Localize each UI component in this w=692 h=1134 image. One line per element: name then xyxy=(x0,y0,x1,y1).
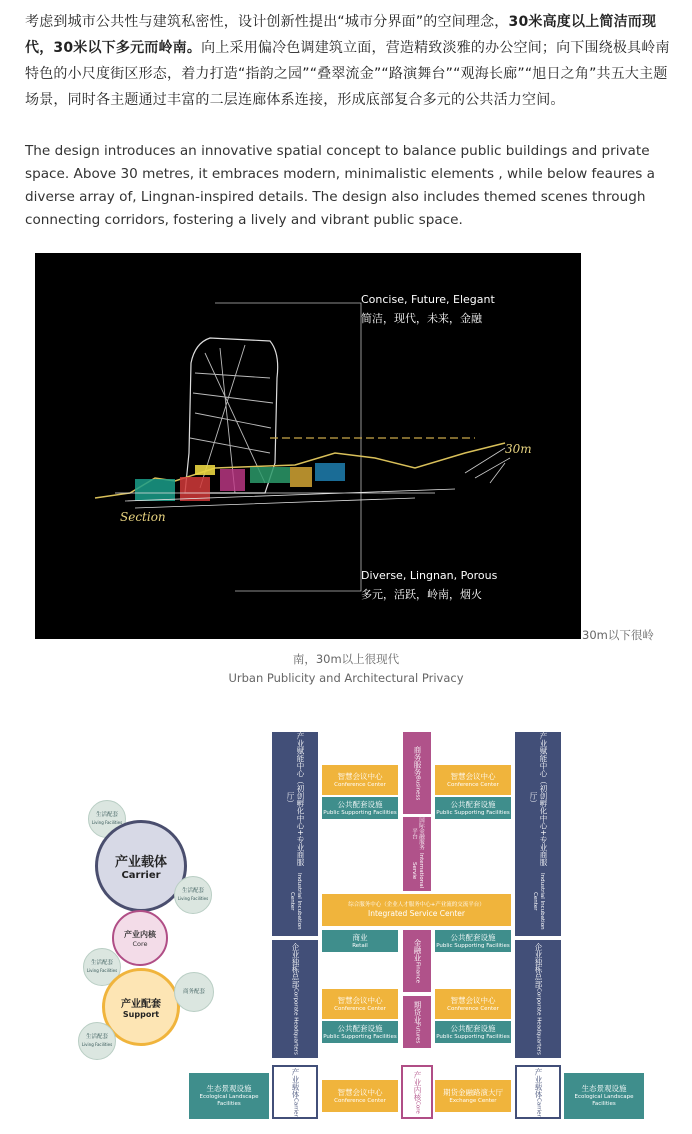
bubble-living-3-cn: 生活配套 xyxy=(90,960,113,966)
conference-1-cn: 智慧会议中心 xyxy=(337,771,383,781)
finance-block xyxy=(403,930,431,992)
incubation-right xyxy=(515,732,561,936)
intro-cn-rest: 向上采用偏冷色调建筑立面，营造精致淡雅的办公空间；向下围绕极具岭南特色的小尺度街区形态，着力打造“指韵之园”“叠翠流金”“路演舞台”“观海长廊”“旭日之角”共五大主题场景，同时各主题通过丰富的二层连廊体系连接，形成底部复合多元的公共活力空间。 xyxy=(25,40,670,108)
public-4-en: Public Supporting Facilities xyxy=(323,1033,397,1040)
carrier-left xyxy=(272,1065,318,1119)
public-5-en: Public Supporting Facilities xyxy=(436,1033,510,1040)
sketch-30m-label: 30m xyxy=(505,442,532,456)
sketch-top-text xyxy=(361,290,495,328)
bubble-living-4-cn: 生活配套 xyxy=(85,1034,108,1040)
eco-right-en2: Facilities xyxy=(592,1101,616,1107)
retail-en: Retail xyxy=(352,942,368,949)
public-1-cn: 公共配套设施 xyxy=(337,799,383,809)
conference-2 xyxy=(435,765,511,795)
retail-cn: 商业 xyxy=(352,932,368,942)
incubation-left xyxy=(272,732,318,936)
caption-line2: 南，30m以上很现代 xyxy=(292,652,400,666)
hq-left-en: Corporate Headquarters xyxy=(292,988,299,1055)
carrier-left-cn: 产业载体 xyxy=(291,1067,300,1098)
hq-right-cn: 企业独栋总部 xyxy=(534,943,543,989)
bubble-living-2 xyxy=(174,876,212,914)
integrated-service-cn: 综合服务中心（企业人才服务中心+产业流的交流平台） xyxy=(348,901,485,908)
incubation-left-cn: 产业赋能中心（初创孵化中心+专业商服厅） xyxy=(286,732,305,867)
conference-1 xyxy=(322,765,398,795)
sketch-bottom-text xyxy=(361,566,497,604)
international-cn: 国际金融服务平台 xyxy=(411,817,424,851)
futures-en: Futures xyxy=(414,1023,421,1044)
section-sketch xyxy=(35,253,581,639)
bubble-core-cn: 产业内核 xyxy=(124,929,156,939)
public-3-cn: 公共配套设施 xyxy=(450,932,496,942)
conference-4-cn: 智慧会议中心 xyxy=(450,995,496,1005)
eco-left-en1: Ecological Landscape xyxy=(199,1094,259,1100)
eco-right-en1: Ecological Landscape xyxy=(574,1094,634,1100)
futures-block xyxy=(403,996,431,1048)
eco-left-cn: 生态景观设施 xyxy=(206,1084,252,1093)
hq-left-cn: 企业独栋总部 xyxy=(291,943,300,989)
intro-chinese xyxy=(25,9,670,113)
hq-left xyxy=(272,940,318,1058)
public-1 xyxy=(322,797,398,819)
bubble-living-1-en: Living Facilities xyxy=(91,820,123,825)
bubble-core xyxy=(112,910,168,966)
finance-en: Finance xyxy=(414,961,421,983)
public-4 xyxy=(322,1021,398,1043)
core-block-en: Core xyxy=(414,1100,421,1114)
incubation-left-en: Industrial Incubation Center xyxy=(289,872,302,930)
carrier-left-en: Carrier xyxy=(292,1097,299,1117)
bubble-living-2-en: Living Facilities xyxy=(177,896,209,901)
bubble-living-2-cn: 生活配套 xyxy=(181,888,204,894)
conference-3 xyxy=(322,989,398,1019)
finance-cn: 金融业 xyxy=(413,939,422,962)
carrier-right-en: Carrier xyxy=(535,1097,542,1117)
conference-1-en: Conference Center xyxy=(334,781,386,788)
hq-right xyxy=(515,940,561,1058)
conference-4 xyxy=(435,989,511,1019)
carrier-right xyxy=(515,1065,561,1119)
public-4-cn: 公共配套设施 xyxy=(337,1023,383,1033)
intro-cn-bold: 30米高度以上简洁而现代，30米以下多元而岭南。 xyxy=(25,14,657,56)
bubble-carrier-en: Carrier xyxy=(121,870,161,881)
bubble-living-4-en: Living Facilities xyxy=(81,1042,113,1047)
retail-block xyxy=(322,930,398,952)
public-2 xyxy=(435,797,511,819)
bubble-living-4 xyxy=(78,1022,116,1060)
bubble-living-1-cn: 生活配套 xyxy=(95,812,118,818)
sketch-bottom-cn: 多元，活跃，岭南，烟火 xyxy=(361,588,482,601)
bubble-business xyxy=(174,972,214,1012)
bubble-carrier-cn: 产业载体 xyxy=(114,855,167,870)
hq-right-en: Corporate Headquarters xyxy=(535,988,542,1055)
conference-3-cn: 智慧会议中心 xyxy=(337,995,383,1005)
eco-right xyxy=(564,1073,644,1119)
conference-2-en: Conference Center xyxy=(447,781,499,788)
caption-line3: Urban Publicity and Architectural Privacy xyxy=(228,671,464,685)
bubble-support-en: Support xyxy=(122,1010,160,1019)
international-block xyxy=(403,817,431,891)
integrated-service-en: Integrated Service Center xyxy=(367,908,465,918)
conference-5 xyxy=(322,1080,398,1112)
caption-line1: 30m以下很岭 xyxy=(582,628,654,642)
incubation-right-en: Industrial Incubation Center xyxy=(532,872,545,930)
core-block-cn: 产业内核 xyxy=(413,1070,422,1101)
integrated-service xyxy=(322,894,511,926)
public-5-cn: 公共配套设施 xyxy=(450,1023,496,1033)
public-5 xyxy=(435,1021,511,1043)
business-en: Business xyxy=(414,775,421,801)
exchange-center xyxy=(435,1080,511,1112)
business-block xyxy=(403,732,431,814)
bubble-business-cn: 商务配套 xyxy=(182,988,205,995)
bubble-living-3-en: Living Facilities xyxy=(86,968,118,973)
eco-right-cn: 生态景观设施 xyxy=(581,1084,627,1093)
carrier-right-cn: 产业载体 xyxy=(534,1067,543,1098)
intro-english: The design introduces an innovative spatial concept to balance public buildings and private space. Above 30 metres, it embraces modern, minimalistic elements , while below feaures a diverse array of, Lingnan-inspired details. The design also includes themed scenes through connecting corridors, fostering a lively and vibrant public space. xyxy=(25,143,656,228)
sketch-section-label: Section xyxy=(120,510,166,524)
sketch-top-en: Concise, Future, Elegant xyxy=(361,293,495,306)
conference-2-cn: 智慧会议中心 xyxy=(450,771,496,781)
exchange-cn: 期货金融路演大厅 xyxy=(443,1087,503,1097)
conference-5-cn: 智慧会议中心 xyxy=(337,1087,383,1097)
public-3-en: Public Supporting Facilities xyxy=(436,942,510,949)
eco-left-en2: Facilities xyxy=(217,1101,241,1107)
exchange-en: Exchange Center xyxy=(449,1097,497,1104)
conference-3-en: Conference Center xyxy=(334,1005,386,1012)
public-3 xyxy=(435,930,511,952)
sketch-top-cn: 简洁，现代，未来，金融 xyxy=(361,312,482,325)
international-en: International Servie xyxy=(411,853,424,889)
sketch-bottom-en: Diverse, Lingnan, Porous xyxy=(361,569,498,582)
sketch-drawing xyxy=(35,253,581,639)
core-block xyxy=(401,1065,433,1119)
intro-cn-text: 考虑到城市公共性与建筑私密性，设计创新性提出“城市分界面”的空间理念， xyxy=(25,14,509,30)
public-2-cn: 公共配套设施 xyxy=(450,799,496,809)
incubation-right-cn: 产业赋能中心（初创孵化中心+专业商服厅） xyxy=(529,732,548,867)
conference-4-en: Conference Center xyxy=(447,1005,499,1012)
business-cn: 商务服务 xyxy=(413,745,422,776)
bubble-core-en: Core xyxy=(132,939,148,948)
bubble-support-cn: 产业配套 xyxy=(121,999,161,1010)
public-1-en: Public Supporting Facilities xyxy=(323,809,397,816)
futures-cn: 期货业 xyxy=(413,1000,422,1024)
eco-left xyxy=(189,1073,269,1119)
bubble-carrier xyxy=(95,820,187,912)
conference-5-en: Conference Center xyxy=(334,1097,386,1104)
public-2-en: Public Supporting Facilities xyxy=(436,809,510,816)
